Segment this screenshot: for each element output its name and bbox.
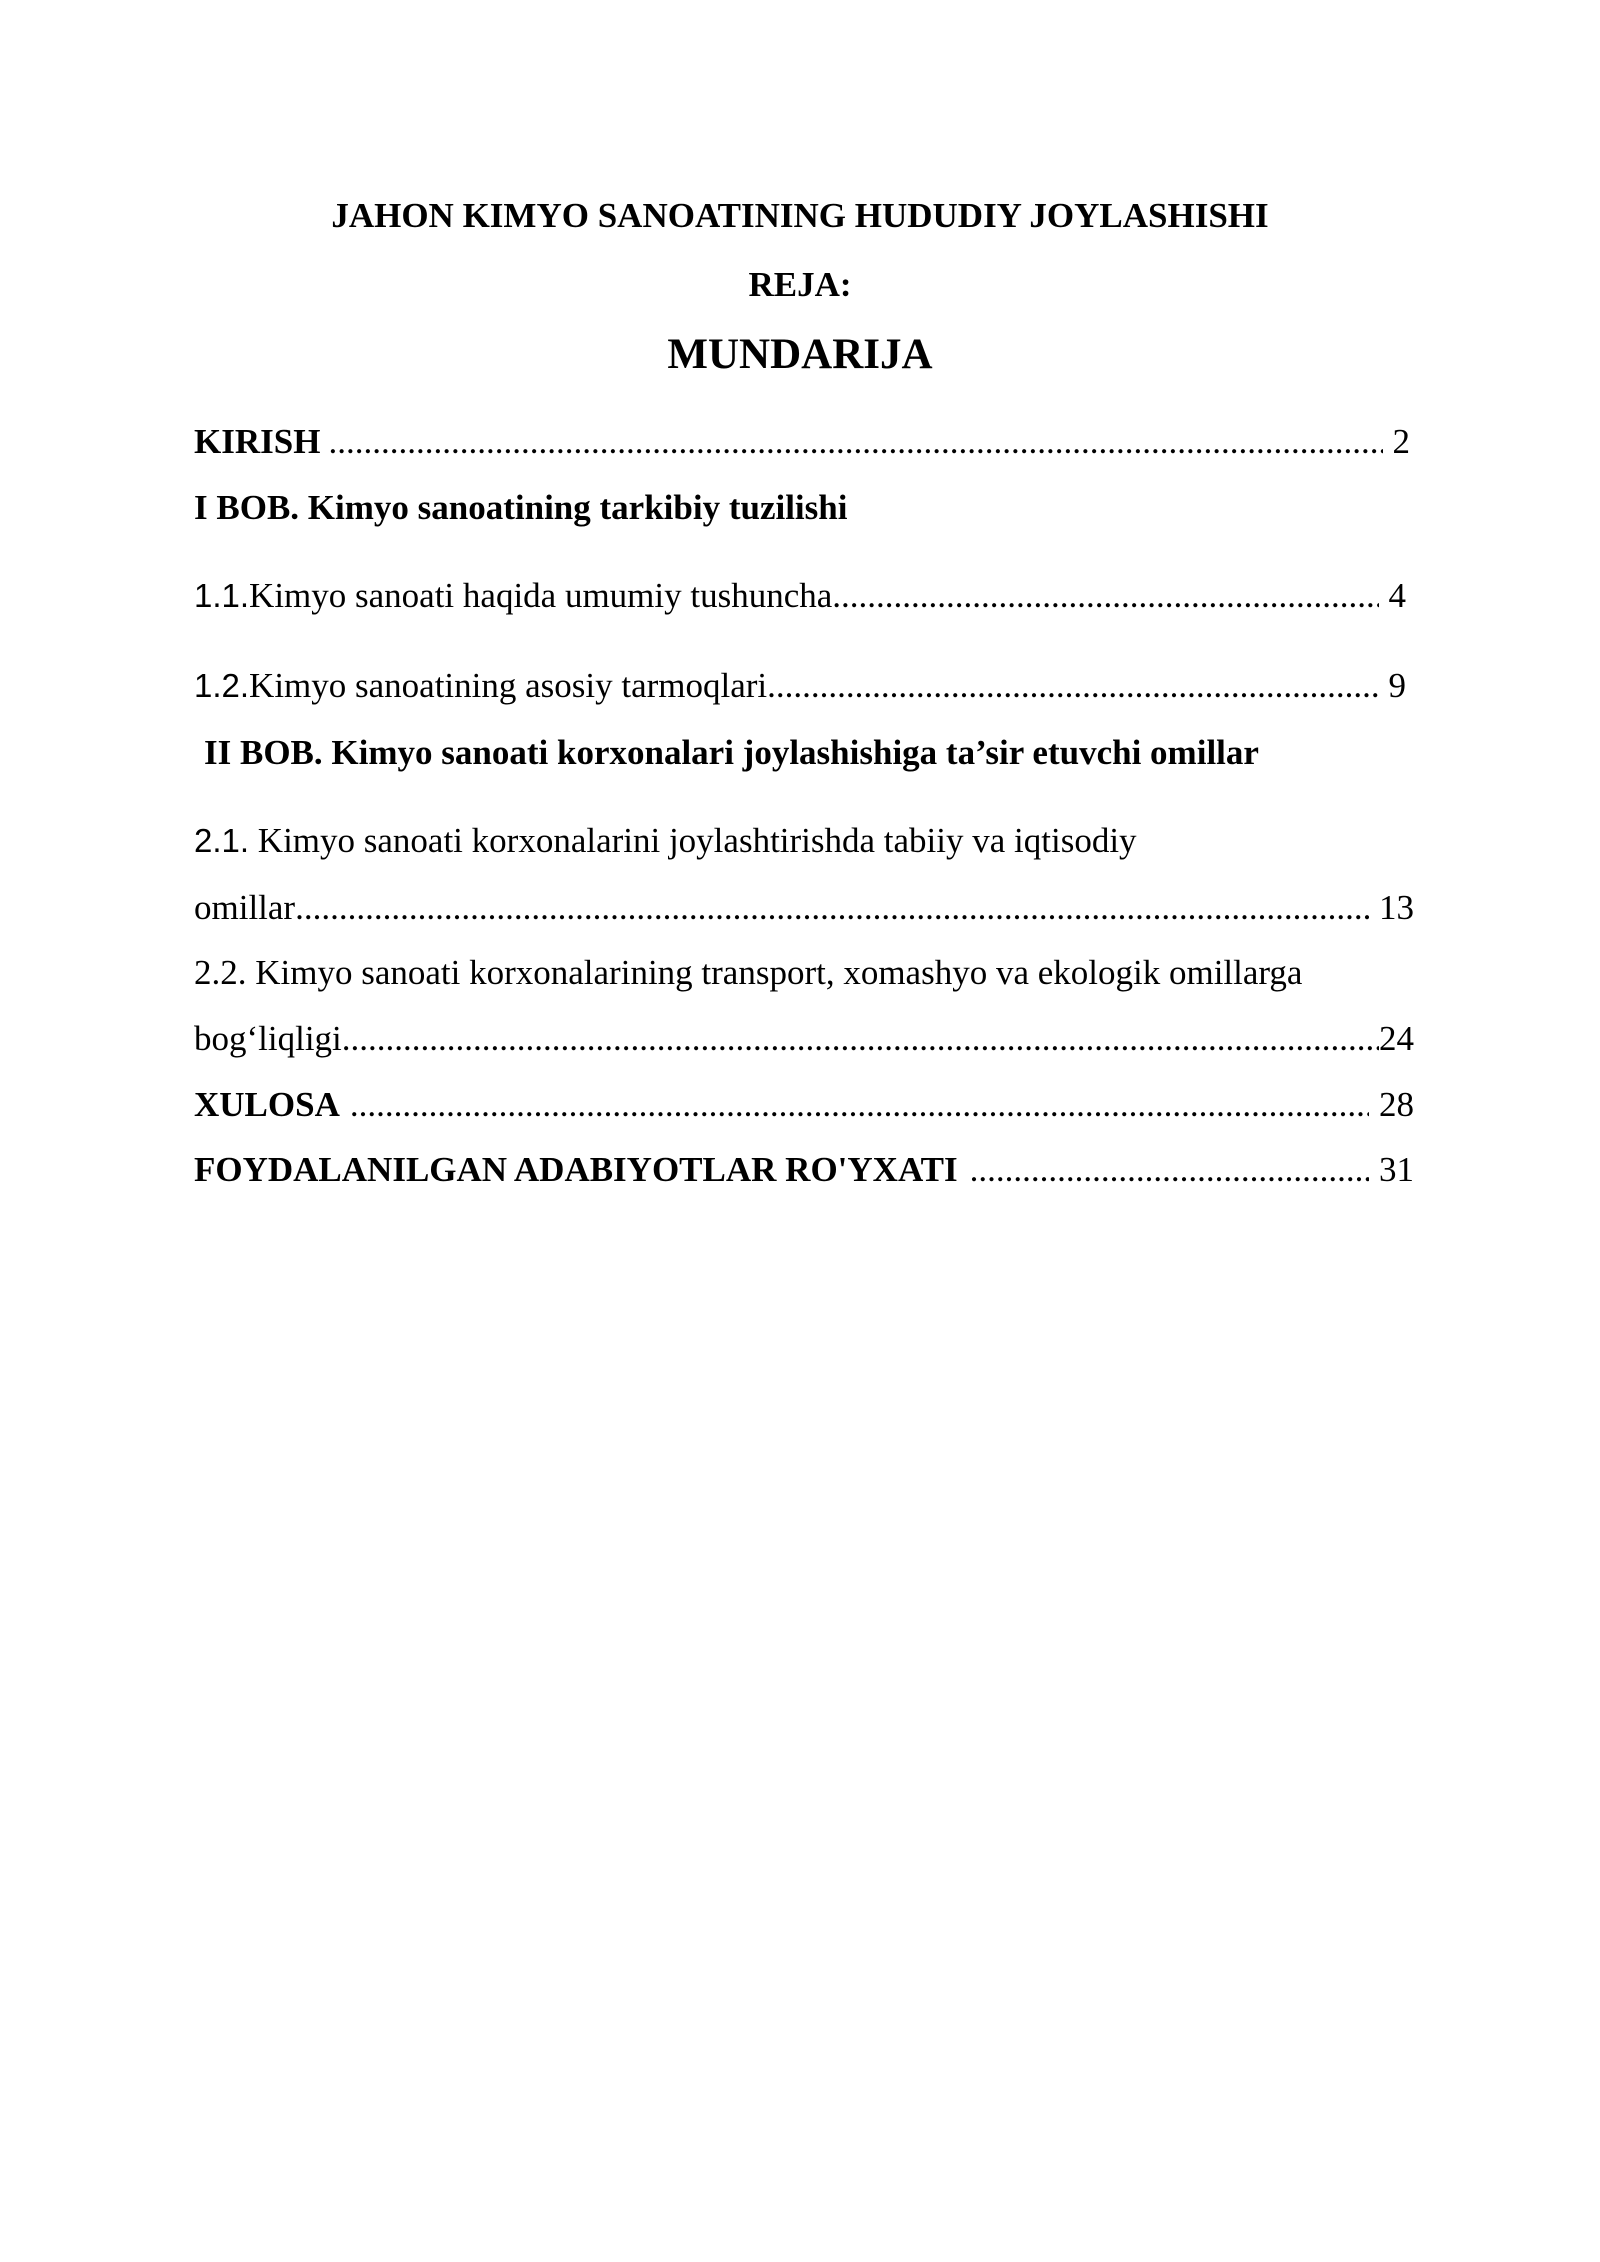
- toc-leader-dots: [295, 888, 1369, 928]
- toc-page-number: 13: [1379, 888, 1414, 927]
- toc-entry-1-1: [194, 576, 1406, 616]
- toc-page-number: 9: [1388, 666, 1406, 705]
- toc-entry-label: KIRISH: [194, 422, 321, 461]
- toc-entry-2-2-line1: 2.2. Kimyo sanoati korxonalarining transport, xomashyo va ekologik omillarga: [194, 953, 1303, 992]
- toc-leader-dots: [767, 666, 1378, 706]
- toc-leader-dots: [342, 1019, 1379, 1059]
- toc-entry-2-2-line2: [194, 1019, 1414, 1059]
- toc-chapter-1: I BOB. Kimyo sanoatining tarkibiy tuzilishi: [194, 488, 848, 527]
- toc-entry-label: bog‘liqligi: [194, 1019, 342, 1058]
- toc-page-number: 4: [1388, 576, 1406, 615]
- toc-leader-dots: [832, 576, 1378, 616]
- toc-entry-label: omillar: [194, 888, 296, 927]
- toc-chapter-2: II BOB. Kimyo sanoati korxonalari joylashishiga ta’sir etuvchi omillar: [204, 733, 1259, 772]
- toc-entry-1-2: [194, 666, 1406, 706]
- contents-heading: MUNDARIJA: [667, 331, 933, 378]
- plan-heading: REJA:: [748, 265, 852, 304]
- toc-page-number: 28: [1379, 1085, 1414, 1124]
- toc-entry-kirish: [194, 422, 1410, 462]
- toc-entry-label: FOYDALANILGAN ADABIYOTLAR RO'YXATI: [194, 1150, 958, 1189]
- toc-page-number: 24: [1379, 1019, 1414, 1058]
- toc-entry-2-1-line2: [194, 888, 1414, 928]
- toc-entry-label: XULOSA: [194, 1085, 340, 1124]
- toc-section-number: 1.2.: [194, 667, 250, 704]
- toc-section-number: 2.1.: [194, 822, 250, 859]
- toc-entry-label: Kimyo sanoatining asosiy tarmoqlari: [249, 666, 768, 705]
- toc-leader-dots: [320, 422, 1382, 462]
- toc-page-number: 2: [1392, 422, 1410, 461]
- toc-entry-references: [194, 1150, 1414, 1190]
- document-title: JAHON KIMYO SANOATINING HUDUDIY JOYLASHISHI: [331, 196, 1269, 235]
- toc-leader-dots: [958, 1150, 1369, 1190]
- toc-entry-xulosa: [194, 1085, 1414, 1125]
- toc-section-number: 1.1.: [194, 577, 250, 614]
- toc-entry-label: Kimyo sanoati korxonalarini joylashtirishda tabiiy va iqtisodiy: [249, 821, 1137, 860]
- toc-page-number: 31: [1379, 1150, 1414, 1189]
- toc-entry-2-1-line1: [194, 821, 1137, 861]
- toc-leader-dots: [340, 1085, 1369, 1125]
- toc-entry-label: Kimyo sanoati haqida umumiy tushuncha: [249, 576, 833, 615]
